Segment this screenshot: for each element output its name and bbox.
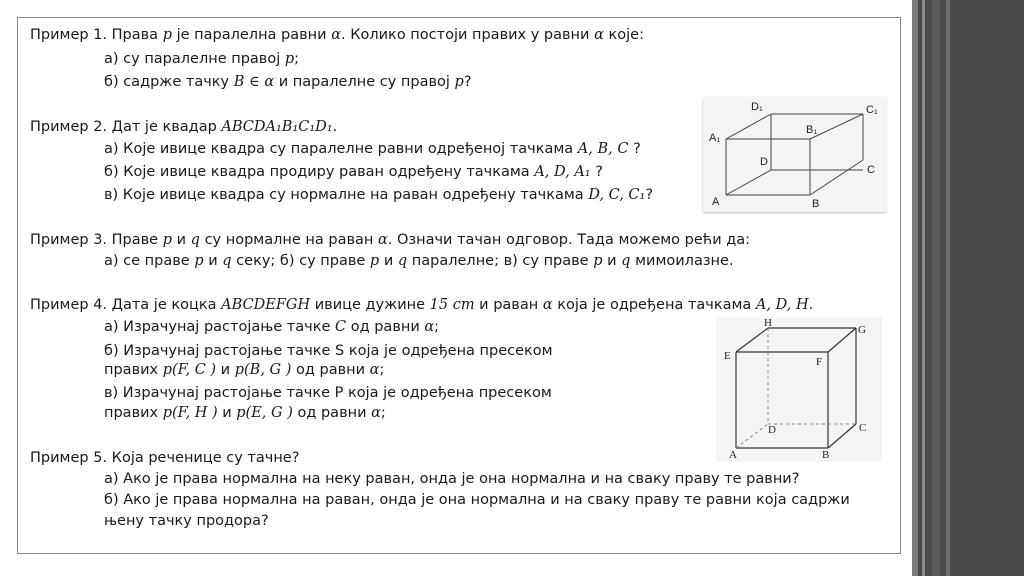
label-b1: B₁	[806, 124, 818, 136]
cuboid-drawing	[703, 97, 886, 212]
cube-drawing	[716, 317, 882, 462]
example-1-item-b: б) садрже тачку B ∈ α и паралелне су правој p?	[104, 74, 472, 90]
label-c: C	[867, 164, 875, 176]
example-1-item-a: а) су паралелне правој p;	[104, 51, 300, 67]
label-d1: D₁	[751, 101, 763, 113]
example-3-title: Пример 3. Праве p и q су нормалне на раван α. Означи тачан одговор. Тада можемо рећи да:	[30, 232, 751, 248]
example-2-item-a: а) Које ивице квадра су паралелне равни одређеној тачкама A, B, C ?	[104, 141, 641, 157]
example-4-title: Пример 4. Дата је коцка ABCDEFGH ивице дужине 15 cm и раван α која је одређена тачкама A, D, H.	[30, 297, 814, 313]
label-f: F	[816, 356, 823, 368]
example-3-options: а) се праве p и q секу; б) су праве p и q паралелне; в) су праве p и q мимоилазне.	[104, 253, 734, 269]
example-2-item-c: в) Које ивице квадра су нормалне на раван одређену тачкама D, C, C₁?	[104, 187, 654, 203]
example-1-title: Пример 1. Права p је паралелна равни α. Колико постоји правих у равни α које:	[30, 27, 644, 43]
example-5-item-a: а) Ако је права нормална на неку раван, онда је она нормална и на сваку праву те равни?	[104, 471, 800, 487]
label-a: A	[729, 449, 737, 461]
example-2-item-b: б) Које ивице квадра продиру раван одређену тачкама A, D, A₁ ?	[104, 164, 603, 180]
example-5-title: Пример 5. Која реченице су тачне?	[30, 450, 300, 466]
example-4-item-b-line2: правих p(F, C ) и p(B, G ) од равни α;	[104, 362, 385, 378]
cuboid-figure	[703, 97, 886, 212]
example-4-item-c-line1: в) Израчунај растојање тачке P која је одређена пресеком	[104, 385, 552, 401]
label-h: H	[764, 317, 772, 329]
example-5-item-b-line2: њену тачку продора?	[104, 513, 269, 529]
label-a1: A₁	[709, 132, 721, 144]
label-d: D	[768, 424, 776, 436]
label-b: B	[812, 198, 820, 210]
example-4-item-a: а) Израчунај растојање тачке C од равни α;	[104, 319, 440, 335]
label-e: E	[724, 350, 731, 362]
label-c1: C₁	[866, 104, 878, 116]
decorative-side-strip	[912, 0, 1024, 576]
example-2-title: Пример 2. Дат је квадар ABCDA₁B₁C₁D₁.	[30, 119, 338, 135]
label-d: D	[760, 156, 768, 168]
label-b: B	[822, 449, 830, 461]
label-a: A	[712, 196, 720, 208]
example-5-item-b-line1: б) Ако је права нормална на раван, онда је она нормална и на сваку праву те равни која садржи	[104, 492, 850, 508]
cube-figure	[716, 317, 882, 462]
example-4-item-b-line1: б) Израчунај растојање тачке S која је одређена пресеком	[104, 343, 553, 359]
example-4-item-c-line2: правих p(F, H ) и p(E, G ) од равни α;	[104, 405, 386, 421]
label-g: G	[858, 324, 866, 336]
label-c: C	[859, 422, 867, 434]
